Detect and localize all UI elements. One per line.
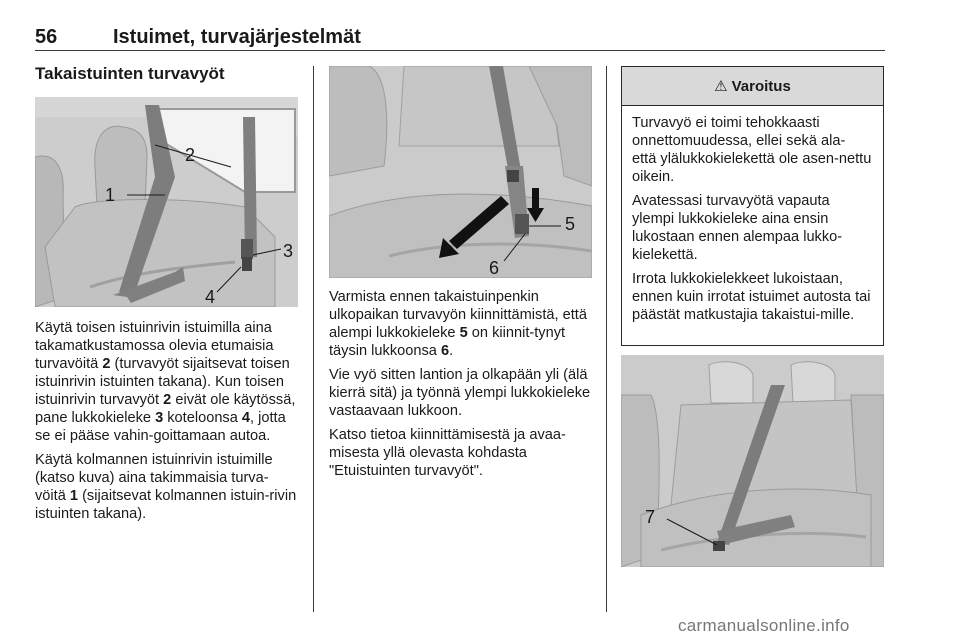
column-2-text (329, 288, 592, 486)
chapter-title: Istuimet, turvajärjestelmät (113, 26, 361, 48)
column-divider (606, 66, 607, 612)
third-row-belt-illustration (621, 355, 884, 567)
rear-seat-belts-illustration (35, 97, 298, 307)
warning-header (622, 67, 883, 106)
callout-1: 1 (105, 185, 116, 205)
paragraph: Avatessasi turvavyötä vapauta ylempi lukkokieleke aina ensin lukostaan ennen alempaa lukko-kielekettä. (632, 193, 843, 263)
section-title: Takaistuinten turvavyöt (35, 64, 225, 83)
callout-2: 2 (185, 145, 196, 165)
page-number: 56 (35, 26, 58, 48)
warning-title: Varoitus (731, 77, 791, 95)
page-header (35, 22, 885, 51)
paragraph: Käytä toisen istuinrivin istuimilla aina takamatkustamossa olevia etumaisia turvavöitä 2 (turvavyöt sijaitsevat toisen istuinrivin istuinten takana). Kun toisen istuinrivin turvavyöt 2 eivät ole käytössä, pane lukkokieleke 3 koteloonsa 4, jotta se ei pääse vahin-goittamaan autoa. (35, 320, 296, 444)
column-divider (313, 66, 314, 612)
warning-triangle-icon: ⚠ (714, 78, 728, 95)
column-1-text (35, 319, 298, 529)
callout-6: 6 (489, 258, 500, 278)
callout-5: 5 (565, 214, 576, 234)
paragraph: Varmista ennen takaistuinpenkin ulkopaikan turvavyön kiinnittämistä, että alempi lukkokieleke 5 on kiinnit-tynyt täysin lukkoonsa 6. (329, 289, 587, 359)
paragraph: Vie vyö sitten lantion ja olkapään yli (älä kierrä sitä) ja työnnä ylempi lukkokieleke vastaavaan lukkoon. (329, 367, 591, 419)
paragraph: Katso tietoa kiinnittämisestä ja avaa-misesta yllä olevasta kohdasta "Etuistuinten turvavyöt". (329, 427, 566, 479)
callout-4: 4 (205, 287, 216, 307)
warning-box (621, 66, 884, 346)
warning-body (622, 106, 883, 324)
paragraph: Käytä kolmannen istuinrivin istuimille (katso kuva) aina takimmaisia turva-vöitä 1 (sijaitsevat kolmannen istuin-rivin istuinten takana). (35, 452, 297, 522)
paragraph: Turvavyö ei toimi tehokkaasti onnettomuudessa, ellei sekä ala- että ylälukkokielekettä ole asen-nettu oikein. (632, 115, 872, 185)
paragraph: Irrota lukkokielekkeet lukoistaan, ennen kuin irrotat istuimet autosta tai päästät matkustajia takaistui-mille. (632, 271, 871, 323)
callout-7: 7 (645, 507, 656, 527)
belt-buckle-illustration (329, 66, 592, 278)
footer-watermark: carmanualsonline.info (678, 616, 850, 635)
callout-3: 3 (283, 241, 294, 261)
